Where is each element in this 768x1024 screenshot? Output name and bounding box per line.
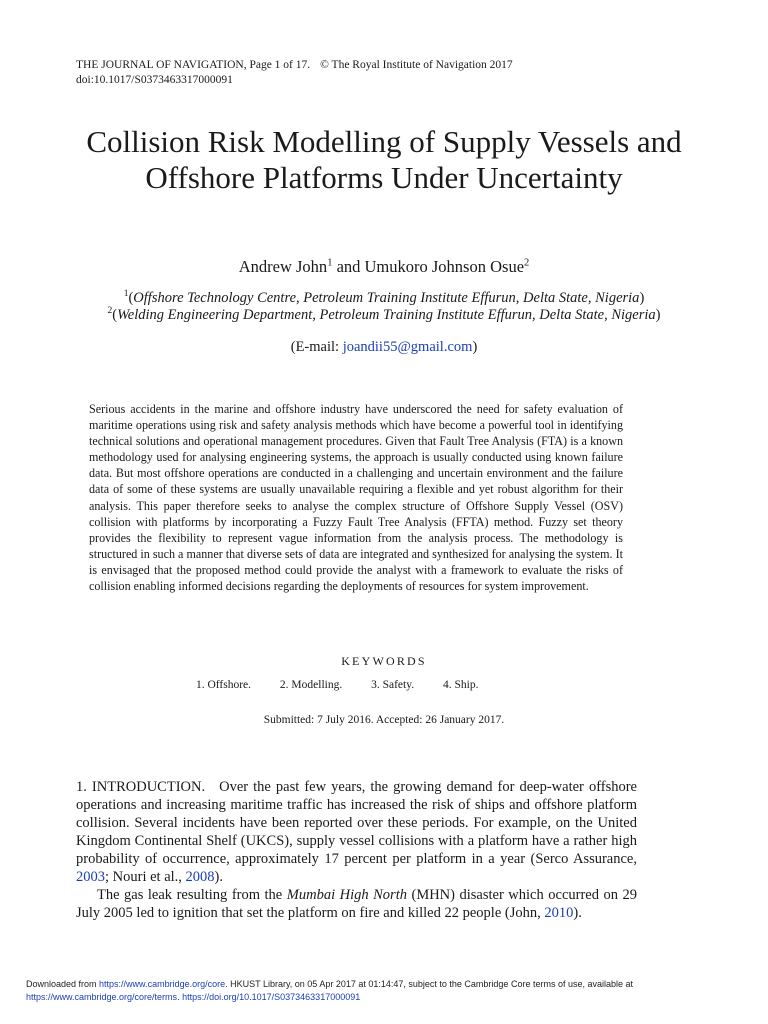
keyword-item: 3. Safety. [371,679,415,691]
author-conjunction: and [332,257,365,276]
download-footer [26,978,746,1004]
running-head [76,58,513,88]
affiliation-text: Welding Engineering Department, Petroleum Training Institute Effurun, Delta State, Nigeria [117,306,656,323]
paper-title: Collision Risk Modelling of Supply Vessels and Offshore Platforms Under Uncertainty [86,124,682,195]
affiliation-1: $^1$(Offshore Technology Centre, Petroleum Training Institute Effurun, Delta State, Nigeria) [123,289,645,306]
author-superscript: 1 [327,257,333,269]
footer-text: . HKUST Library, on 05 Apr 2017 at 01:14:47, subject to the Cambridge Core terms of use, available at [225,979,634,989]
doi-link[interactable]: https://doi.org/10.1017/S0373463317000091 [182,992,361,1002]
keyword-item: 2. Modelling. [279,679,343,691]
introduction-section [76,778,637,922]
paragraph-text: ). [573,905,582,921]
affiliation-text: Offshore Technology Centre, Petroleum Training Institute Effurun, Delta State, Nigeria [133,289,640,306]
emphasis-text: Mumbai High North [286,887,407,903]
paragraph-text: ; Nouri et al., [105,869,186,885]
author-superscript: 2 [524,257,530,269]
doi-line: doi:10.1017/S0373463317000091 [76,74,233,86]
paragraph-text: ). [214,869,224,885]
paragraph-text: (MHN) disaster which occurred on 29 July 2005 led to ignition that set the platform on fire and killed 22 people (John, [76,887,637,921]
keywords-list [196,679,504,691]
affiliation-marker: 1 [123,289,129,299]
paragraph-text: Over the past few years, the growing demand for deep-water offshore operations and increasing maritime traffic has increased the risk of ships and offshore platform collision. Several incidents have been reported over these periods. For example, on the United Kingdom Continental Shelf (UKCS), supply vessel collisions with a platform have a rather high probability of occurrence, approximately 17 percent per platform in a year (Serco Assurance, [76,779,637,867]
affiliation-marker: 2 [107,306,113,316]
paragraph-text: The gas leak resulting from the [97,887,287,903]
keyword-item: 1. Offshore. [196,679,252,691]
journal-citation: THE JOURNAL OF NAVIGATION, Page 1 of 17. [76,59,311,71]
citation-link[interactable]: 2003 [76,869,105,885]
section-heading: 1. INTRODUCTION. [76,779,206,795]
intro-paragraph-2 [76,886,637,922]
running-head-line1 [76,58,513,73]
author-line [0,257,768,277]
keyword-item: 4. Ship. [442,679,479,691]
contact-email: (E-mail: joandii55@gmail.com) [290,339,478,355]
copyright-notice: © The Royal Institute of Navigation 2017 [320,59,513,71]
citation-link[interactable]: 2008 [185,869,215,885]
footer-text: . [177,992,183,1002]
author-name: Umukoro Johnson Osue [364,257,525,276]
cambridge-core-link[interactable]: https://www.cambridge.org/core [99,979,226,989]
email-link[interactable]: joandii55@gmail.com [342,339,473,355]
author-name: Andrew John [238,257,328,276]
affiliation-2: $^2$(Welding Engineering Department, Petroleum Training Institute Effurun, Delta State, Nigeria) [107,306,661,323]
email-label: E-mail: [295,339,343,355]
citation-link[interactable]: 2010 [544,905,574,921]
abstract: Serious accidents in the marine and offshore industry have underscored the need for safety evaluation of maritime operations using risk and safety analysis methods which have become a powerful tool in identifying technical solutions and operational management procedures. Given that Fault Tree Analysis (FTA) is a known methodology used for analysing engineering systems, the approach is usually conducted using known failure data. But most offshore operations are conducted in a challenging and uncertain environment and the failure data of some of these systems are usually unavailable requiring a flexible and yet robust algorithm for their analysis. This paper therefore seeks to analyse the complex structure of Offshore Supply Vessel (OSV) collision with platforms by incorporating a Fuzzy Fault Tree Analysis (FFTA) method. Fuzzy set theory provides the flexibility to represent vague information from the analysis process. The methodology is structured in such a manner that diverse sets of data are integrated and synthesized for analysing the system. It is envisaged that the proposed method could provide the analyst with a framework to evaluate the risks of collision enabling informed decisions regarding the deployments of resources for system improvement. [89,402,623,594]
submission-dates: Submitted: 7 July 2016. Accepted: 26 January 2017. [263,714,505,726]
footer-text: Downloaded from [26,979,100,989]
keywords-heading: KEYWORDS [341,654,427,668]
intro-paragraph-1 [76,778,637,886]
terms-link[interactable]: https://www.cambridge.org/core/terms [26,992,178,1002]
